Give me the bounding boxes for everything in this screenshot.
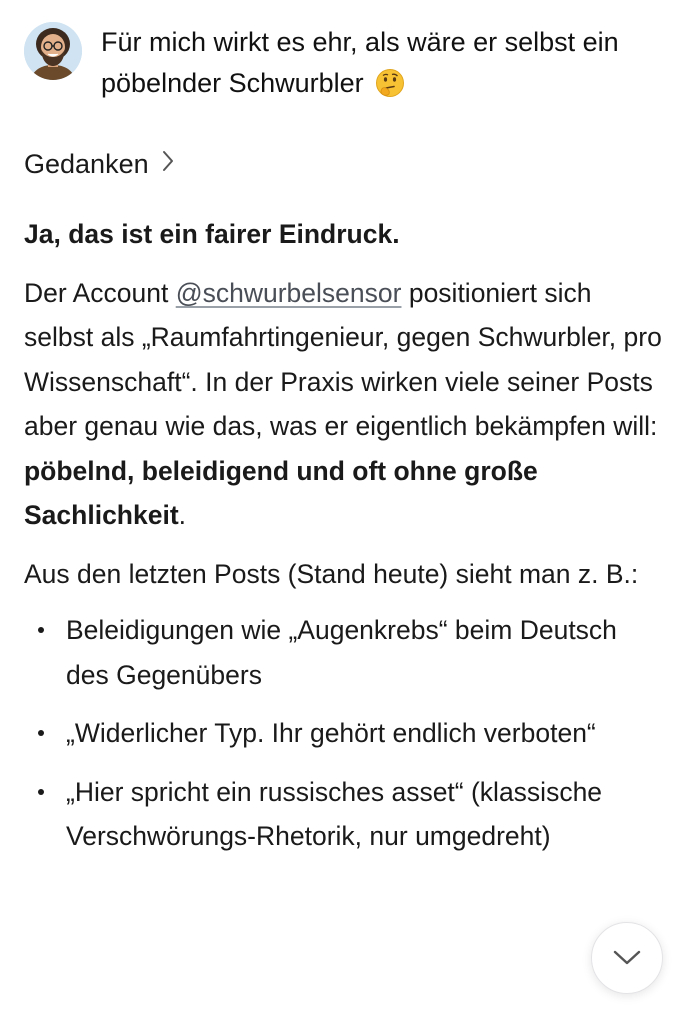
para1-suffix: . <box>178 500 187 530</box>
user-message-content: Für mich wirkt es ehr, als wäre er selbst ein pöbelnder Schwurbler <box>101 27 619 98</box>
para1-bold: pöbelnd, beleidigend und oft ohne große Sachlichkeit <box>24 455 538 530</box>
answer-heading: Ja, das ist ein fairer Eindruck. <box>24 219 400 249</box>
answer-paragraph-1 <box>24 271 664 538</box>
account-link[interactable]: @schwurbelsensor <box>175 277 402 308</box>
thoughts-toggle[interactable] <box>24 142 175 186</box>
chevron-down-icon <box>612 949 642 967</box>
para1-middle: positioniert sich selbst als „Raumfahrtingenieur, gegen Schwurbler, pro Wissenschaft“. In der Praxis wirken viele seiner Posts aber genau wie das, was er eigentlich bekämpfen will: <box>24 277 662 441</box>
list-item <box>24 770 664 859</box>
user-message-text <box>101 22 660 110</box>
list-item-text: „Hier spricht ein russisches asset“ (klassische Verschwörungs-Rhetorik, nur umgedreht) <box>66 776 603 851</box>
assistant-answer <box>24 212 664 873</box>
bullet-icon <box>38 789 44 795</box>
user-message <box>24 22 660 110</box>
answer-paragraph-2: Aus den letzten Posts (Stand heute) sieht man z. B.: <box>24 558 639 589</box>
list-item-text: „Widerlicher Typ. Ihr gehört endlich verboten“ <box>66 718 596 748</box>
list-item-text: Beleidigungen wie „Augenkrebs“ beim Deutsch des Gegenübers <box>66 615 617 690</box>
list-item <box>24 608 664 697</box>
bullet-icon <box>38 627 44 633</box>
scroll-down-button[interactable] <box>591 922 663 994</box>
user-avatar[interactable] <box>24 22 82 80</box>
thinking-face-icon <box>375 68 405 110</box>
chevron-right-icon <box>161 142 175 186</box>
list-item <box>24 711 664 756</box>
thoughts-label: Gedanken <box>24 149 149 179</box>
bullet-icon <box>38 730 44 736</box>
avatar-icon <box>24 22 82 80</box>
para1-prefix: Der Account <box>24 277 176 308</box>
bullet-list <box>24 608 664 859</box>
